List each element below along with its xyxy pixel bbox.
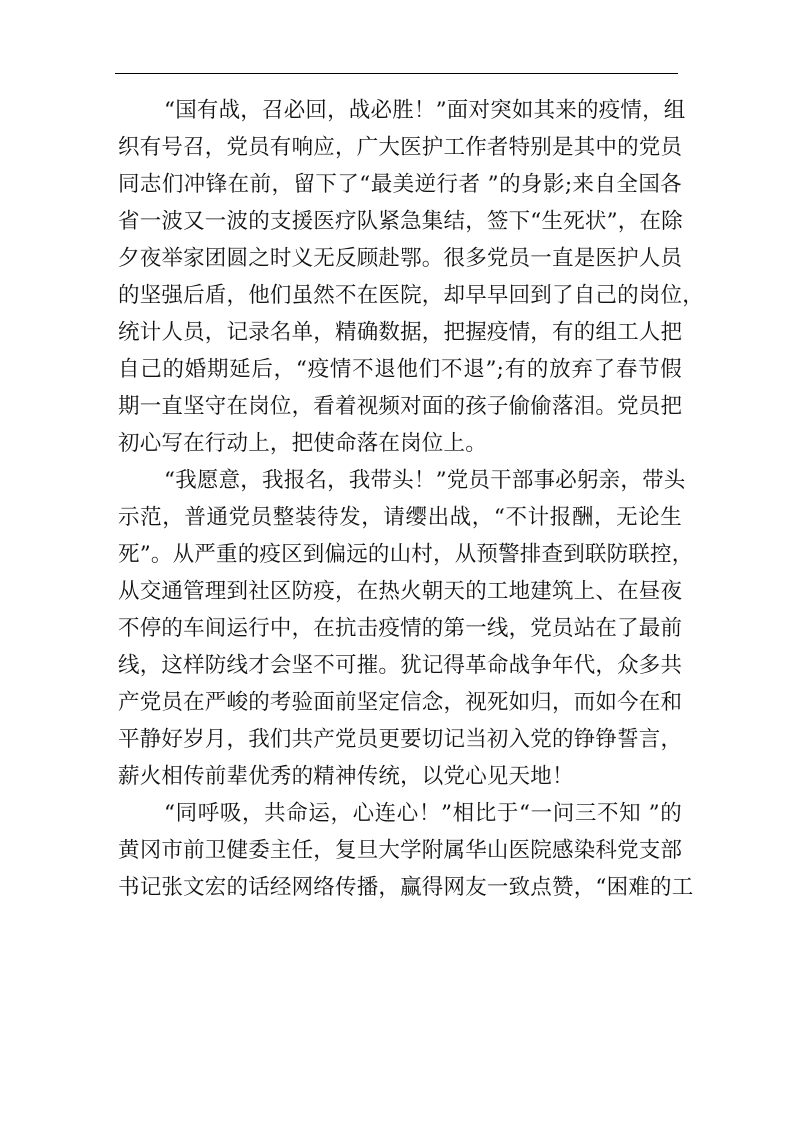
paragraph-1-line-9: 期一直坚守在岗位，看着视频对面的孩子偷偷落泪。党员把 bbox=[118, 394, 683, 419]
paragraph-1-line-7: 统计人员，记录名单，精确数据，把握疫情，有的组工人把 bbox=[118, 320, 683, 345]
paragraph-1-line-4: 省一波又一波的支援医疗队紧急集结，签下“生死状”，在除 bbox=[118, 209, 683, 234]
paragraph-2-line-8: 平静好岁月，我们共产党员更要切记当初入党的铮铮誓言， bbox=[118, 727, 683, 752]
paragraph-3-line-3: 书记张文宏的话经网络传播，赢得网友一致点赞，“困难的工 bbox=[118, 875, 694, 900]
paragraph-3-line-2: 黄冈市前卫健委主任，复旦大学附属华山医院感染科党支部 bbox=[118, 838, 683, 863]
paragraph-1-line-2: 织有号召，党员有响应，广大医护工作者特别是其中的党员 bbox=[118, 135, 683, 160]
paragraph-1-line-3: 同志们冲锋在前，留下了“最美逆行者 ”的身影;来自全国各 bbox=[118, 172, 682, 197]
paragraph-2-line-7: 产党员在严峻的考验面前坚定信念，视死如归，而如今在和 bbox=[118, 690, 683, 715]
header-rule bbox=[115, 73, 678, 74]
paragraph-2-line-5: 不停的车间运行中，在抗击疫情的第一线，党员站在了最前 bbox=[118, 616, 683, 641]
paragraph-2-line-9: 薪火相传前辈优秀的精神传统，以党心见天地！ bbox=[118, 764, 574, 789]
paragraph-2-line-6: 线，这样防线才会坚不可摧。犹记得革命战争年代，众多共 bbox=[118, 653, 683, 678]
paragraph-2-line-4: 从交通管理到社区防疫，在热火朝天的工地建筑上、在昼夜 bbox=[118, 579, 683, 604]
paragraph-1-line-6: 的坚强后盾，他们虽然不在医院，却早早回到了自己的岗位， bbox=[118, 283, 704, 308]
paragraph-1-line-1: “国有战，召必回，战必胜！”面对突如其来的疫情，组 bbox=[164, 98, 686, 123]
paragraph-1-line-10: 初心写在行动上，把使命落在岗位上。 bbox=[118, 431, 487, 456]
paragraph-2-line-2: 示范，普通党员整装待发，请缨出战，“不计报酬，无论生 bbox=[118, 505, 682, 530]
paragraph-2-line-1: “我愿意，我报名，我带头！”党员干部事必躬亲，带头 bbox=[164, 468, 686, 493]
article-body bbox=[118, 92, 704, 906]
paragraph-2-line-3: 死”。从严重的疫区到偏远的山村，从预警排查到联防联控， bbox=[118, 542, 694, 567]
paragraph-1-line-5: 夕夜举家团圆之时义无反顾赴鄂。很多党员一直是医护人员 bbox=[118, 246, 683, 271]
paragraph-1-line-8: 自己的婚期延后，“疫情不退他们不退”;有的放弃了春节假 bbox=[118, 357, 682, 382]
paragraph-3-line-1: “同呼吸，共命运，心连心！”相比于“一问三不知 ”的 bbox=[164, 801, 682, 826]
